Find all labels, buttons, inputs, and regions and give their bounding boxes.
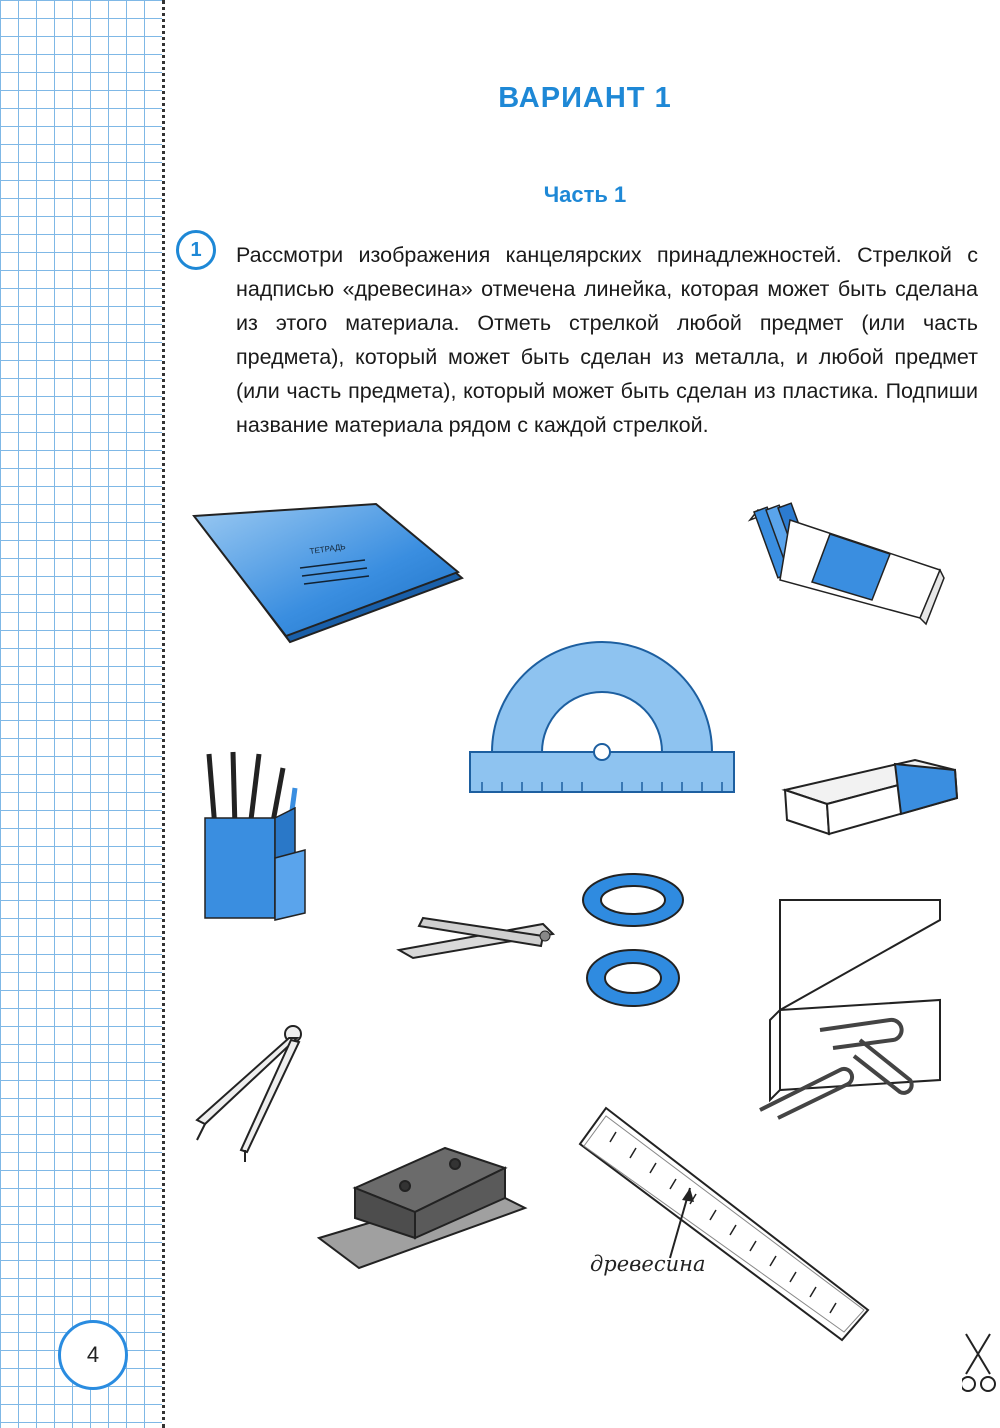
ruler-arrow-label: древесина: [590, 1252, 706, 1276]
hole-punch-image: [315, 1128, 530, 1273]
part-title: Часть 1: [543, 182, 627, 207]
scissors-image: [393, 860, 703, 1020]
pencil-box-image: [740, 500, 950, 630]
ruler-image: [576, 1104, 872, 1344]
notebook-image: [190, 500, 470, 650]
pen-holder-image: [195, 748, 325, 928]
page-number: 4: [58, 1320, 128, 1390]
compass-image: [185, 1012, 315, 1162]
grid-margin: [0, 0, 162, 1428]
protractor-image: [462, 622, 742, 802]
page-title: ВАРИАНТ 1: [498, 82, 672, 114]
notebook-label: ТЕТРАДЬ: [309, 542, 347, 556]
scissors-icon: [962, 1330, 996, 1400]
task-text: Рассмотри изображения канцелярских принадлежностей. Стрелкой с надписью «древесина» отмечена линейка, которая может быть сделана из этого материала. Отметь стрелкой любой предмет (или часть предмета), который может быть сделан из металла, и любой предмет (или часть предмета), который может быть сделан из пластика. Подпиши название материала рядом с каждой стрелкой.: [236, 243, 978, 437]
cut-line: [162, 0, 165, 1428]
task-number: 1: [176, 230, 216, 270]
eraser-image: [775, 740, 965, 840]
